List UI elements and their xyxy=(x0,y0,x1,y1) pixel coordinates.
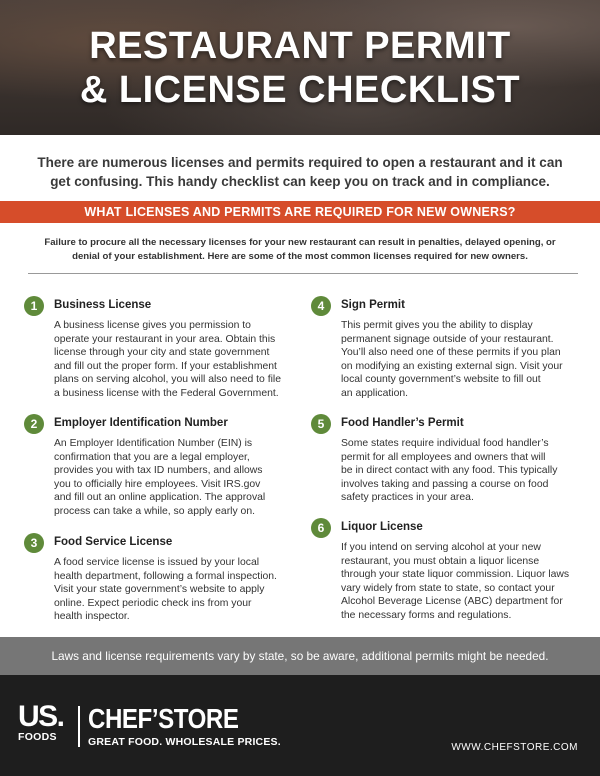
item-line: If you intend on serving alcohol at your new xyxy=(341,542,541,553)
item-line: on modifying an existing external sign. Visit your xyxy=(341,360,563,372)
item-line: An Employer Identification Number (EIN) is xyxy=(54,438,253,449)
item-title: Business License xyxy=(54,299,152,311)
item-number-badge: 1 xyxy=(24,296,44,316)
section-banner xyxy=(0,201,600,223)
page-title xyxy=(80,24,520,112)
intro-text: There are numerous licenses and permits required to open a restaurant and it can get confusing. This handy checklist can keep you on track and in compliance. xyxy=(37,155,563,189)
chefstore-logo: CHEF’STORE xyxy=(88,703,239,734)
item-line: health inspector. xyxy=(54,611,130,623)
item-number-badge: 3 xyxy=(24,533,44,553)
item-line: an application. xyxy=(341,387,409,399)
footer xyxy=(0,675,600,776)
hero-banner xyxy=(0,0,600,135)
item-description xyxy=(54,319,281,401)
divider xyxy=(28,273,578,274)
item-line: health department, following a formal inspection. xyxy=(54,570,277,582)
item-description xyxy=(341,437,557,505)
website-link[interactable]: WWW.CHEFSTORE.COM xyxy=(451,742,578,753)
disclaimer-bar xyxy=(0,637,600,675)
item-line: the necessary forms and regulations. xyxy=(341,609,512,621)
item-line: license through your city and state government xyxy=(54,347,270,359)
item-line: safety practices in your area. xyxy=(341,492,474,504)
section-banner-text: WHAT LICENSES AND PERMITS ARE REQUIRED FOR NEW OWNERS? xyxy=(84,205,516,219)
item-number-badge: 2 xyxy=(24,414,44,434)
item-line: confirmation that you are a legal employer, xyxy=(54,451,250,463)
item-title: Food Service License xyxy=(54,536,173,548)
page-title-line-1: RESTAURANT PERMIT xyxy=(89,24,511,67)
item-line: You’ll also need one of these permits if you plan xyxy=(341,347,561,359)
item-line: restaurant, you must obtain a liquor license xyxy=(341,555,540,567)
item-title: Liquor License xyxy=(341,521,423,533)
page-title-line-2: & LICENSE CHECKLIST xyxy=(79,68,521,111)
item-line: Visit your state government’s website to apply xyxy=(54,584,265,596)
item-line: operate your restaurant in your area. Obtain this xyxy=(54,333,276,345)
item-line: local county government’s website to fill out xyxy=(341,374,541,386)
item-line: provides you with tax ID numbers, and allows xyxy=(54,465,263,477)
chefstore-tagline: GREAT FOOD. WHOLESALE PRICES. xyxy=(88,736,281,748)
item-line: through your state liquor commission. Liquor laws xyxy=(341,569,570,581)
item-line: be in direct contact with any food. This typically xyxy=(341,465,558,477)
item-line: a business license with the Federal Government. xyxy=(54,387,279,399)
item-line: process can take a while, so apply early on. xyxy=(54,505,255,517)
us-foods-logo-mark: US. xyxy=(18,700,64,733)
item-line: Alcohol Beverage License (ABC) department for xyxy=(341,596,563,608)
item-description xyxy=(54,556,277,624)
item-line: online. Expect periodic check ins from your xyxy=(54,597,252,609)
item-number-badge: 6 xyxy=(311,518,331,538)
item-title: Employer Identification Number xyxy=(54,417,228,429)
item-line: A food service license is issued by your local xyxy=(54,557,260,568)
item-title: Food Handler’s Permit xyxy=(341,417,464,429)
item-number-badge: 5 xyxy=(311,414,331,434)
item-line: A business license gives you permission to xyxy=(54,320,251,331)
item-line: This permit gives you the ability to display xyxy=(341,320,533,331)
item-line: you to officially hire employees. Visit IRS.gov xyxy=(54,478,261,490)
item-description xyxy=(54,437,265,519)
item-line: permanent signage outside of your restaurant. xyxy=(341,333,554,345)
item-line: involves taking and passing a course on food xyxy=(341,478,549,490)
item-line: and fill out the proper form. If your establishment xyxy=(54,360,277,372)
item-title: Sign Permit xyxy=(341,299,405,311)
us-foods-logo-word: FOODS xyxy=(18,731,57,743)
sub-intro-text: Failure to procure all the necessary licenses for your new restaurant can result in penalties, delayed opening, or denial of your establishment. Here are some of the most common licenses required for new owners. xyxy=(44,237,556,262)
item-description xyxy=(341,319,563,401)
item-number-badge: 4 xyxy=(311,296,331,316)
item-line: vary widely from state to state, so contact your xyxy=(341,582,555,594)
item-line: Some states require individual food handler’s xyxy=(341,438,549,449)
item-description xyxy=(341,541,569,623)
item-line: plans on serving alcohol, you will also need to file xyxy=(54,374,281,386)
logo-divider xyxy=(78,706,80,747)
item-line: permit for all employees and owners that will xyxy=(341,451,546,463)
item-line: and fill out an online application. The approval xyxy=(54,492,266,504)
disclaimer-text: Laws and license requirements vary by state, so be aware, additional permits might be needed. xyxy=(51,649,549,663)
